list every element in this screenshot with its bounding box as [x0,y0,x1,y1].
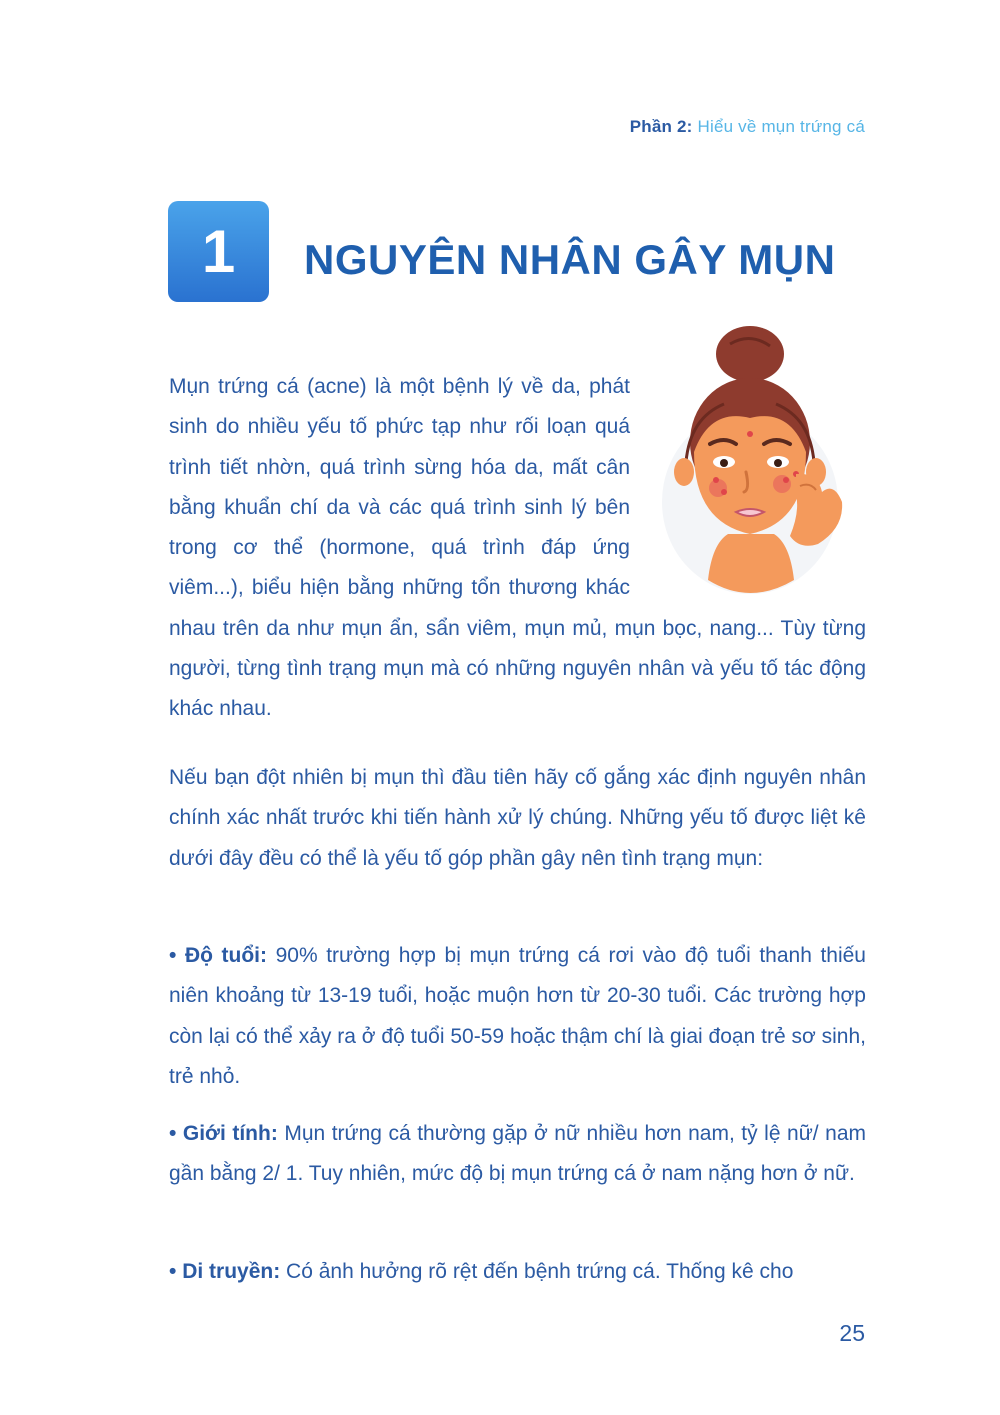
bullet-marker: • [169,1122,177,1145]
bullet-label-gender: Giới tính: [182,1122,278,1145]
bullet-text-genetics: Có ảnh hưởng rõ rệt đến bệnh trứng cá. Thống kê cho [280,1260,794,1283]
causes-intro-text: Nếu bạn đột nhiên bị mụn thì đầu tiên hãy cố gắng xác định nguyên nhân chính xác nhất trước khi tiến hành xử lý chúng. Những yếu tố được liệt kê dưới đây đều có thể là yếu tố góp phần gây nên tình trạng mụn: [169,766,866,870]
part-label: Phần 2: [629,117,693,136]
causes-intro-paragraph [169,758,866,879]
page-number: 25 [839,1320,865,1346]
bullet-text-age: 90% trường hợp bị mụn trứng cá rơi vào độ tuổi thanh thiếu niên khoảng từ 13-19 tuổi, hoặc muộn hơn từ 20-30 tuổi. Các trường hợp còn lại có thể xảy ra ở độ tuổi 50-59 hoặc thậm chí là giai đoạn trẻ sơ sinh, trẻ nhỏ. [169,944,866,1088]
running-header [630,117,865,137]
illustration-wrap-space [630,367,866,607]
list-item [169,1252,866,1292]
section-number-badge: 1 [168,201,269,302]
bullet-text-gender: Mụn trứng cá thường gặp ở nữ nhiều hơn nam, tỷ lệ nữ/ nam gần bằng 2/ 1. Tuy nhiên, mức độ bị mụn trứng cá ở nam nặng hơn ở nữ. [169,1122,866,1186]
intro-paragraph-text: Mụn trứng cá (acne) là một bệnh lý về da, phát sinh do nhiều yếu tố phức tạp như rối loạn quá trình tiết nhờn, quá trình sừng hóa da, mất cân bằng khuẩn chí da và các quá trình sinh lý bên trong cơ thể (hormone, quá trình đáp ứng viêm...), biểu hiện bằng những tổn thương khác nhau trên da như mụn ẩn, sẩn viêm, mụn mủ, mụn bọc, nang... Tùy từng người, từng tình trạng mụn mà có những nguyên nhân và yếu tố tác động khác nhau. [169,375,866,721]
intro-paragraph [169,367,866,730]
list-item [169,936,866,1097]
bullet-marker: • [169,1260,177,1283]
list-item [169,1114,866,1195]
bullet-label-genetics: Di truyền: [182,1260,281,1283]
bullet-label-age: Độ tuổi: [184,944,268,967]
bullet-marker: • [169,944,177,967]
part-title: Hiểu về mụn trứng cá [697,117,865,136]
section-title: NGUYÊN NHÂN GÂY MỤN [304,236,836,283]
